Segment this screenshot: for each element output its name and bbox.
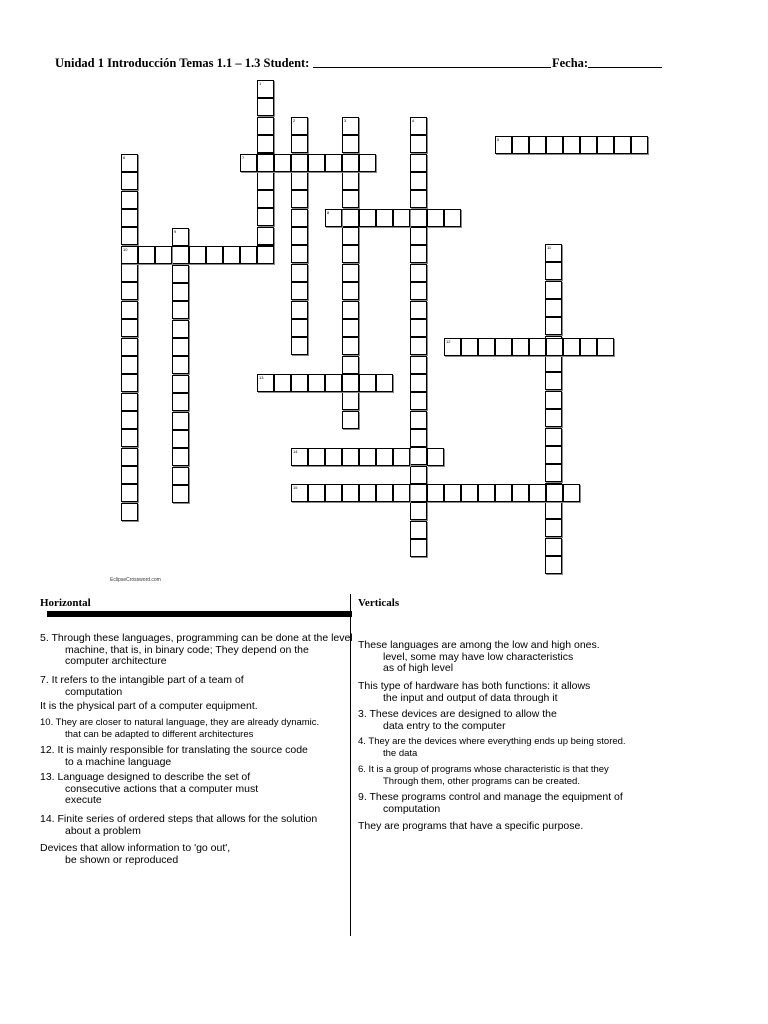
crossword-cell[interactable] xyxy=(410,411,427,429)
clue-text-continued: that can be adapted to different architectures xyxy=(65,728,254,740)
clue-text: 9. These programs control and manage the equipment of xyxy=(358,791,623,803)
crossword-cell[interactable] xyxy=(563,338,580,356)
crossword-cell[interactable] xyxy=(410,447,427,465)
crossword-cell[interactable] xyxy=(121,282,138,300)
crossword-cell[interactable] xyxy=(308,484,325,502)
crossword-cell[interactable] xyxy=(342,264,359,282)
crossword-cell[interactable] xyxy=(257,117,274,135)
clue-text-continued: consecutive actions that a computer must xyxy=(65,782,259,795)
clue-text: 5. Through these languages, programming can be done at the level xyxy=(40,632,353,644)
crossword-cell[interactable] xyxy=(410,227,427,245)
crossword-cell[interactable] xyxy=(495,484,512,502)
crossword-cell[interactable] xyxy=(172,301,189,319)
crossword-cell[interactable] xyxy=(376,484,393,502)
clue-number: 6 xyxy=(123,155,126,160)
crossword-cell[interactable] xyxy=(172,448,189,466)
crossword-cell[interactable] xyxy=(410,521,427,539)
crossword-cell[interactable] xyxy=(121,429,138,447)
crossword-cell[interactable] xyxy=(121,191,138,209)
clue-text-continued: the data xyxy=(383,747,418,759)
crossword-cell[interactable] xyxy=(410,429,427,447)
crossword-cell[interactable] xyxy=(427,209,444,227)
crossword-cell[interactable] xyxy=(478,484,495,502)
crossword-cell[interactable] xyxy=(121,172,138,190)
crossword-cell[interactable] xyxy=(342,374,359,392)
clue-item xyxy=(40,701,258,713)
clue-item xyxy=(358,736,626,759)
clue-item xyxy=(40,745,308,768)
crossword-cell[interactable] xyxy=(121,466,138,484)
clue-text-continued: computation xyxy=(65,685,123,698)
crossword-cell[interactable] xyxy=(172,320,189,338)
crossword-cell[interactable] xyxy=(257,98,274,116)
crossword-cell[interactable] xyxy=(342,172,359,190)
clue-item xyxy=(40,675,244,698)
crossword-cell[interactable] xyxy=(427,484,444,502)
crossword-cell[interactable] xyxy=(121,227,138,245)
clue-text: 7. It refers to the intangible part of a team of xyxy=(40,674,244,686)
crossword-cell[interactable] xyxy=(138,246,155,264)
crossword-cell[interactable] xyxy=(342,448,359,466)
crossword-cell[interactable] xyxy=(291,154,308,172)
crossword-cell[interactable] xyxy=(545,299,562,317)
crossword-cell[interactable] xyxy=(512,136,529,154)
clue-text: Devices that allow information to 'go out', xyxy=(40,842,231,854)
crossword-cell[interactable] xyxy=(325,154,342,172)
crossword-cell[interactable] xyxy=(274,374,291,392)
crossword-cell[interactable] xyxy=(342,135,359,153)
crossword-cell[interactable] xyxy=(342,356,359,374)
clue-item xyxy=(358,821,583,833)
clue-text: 13. Language designed to describe the set of xyxy=(40,771,251,783)
crossword-cell[interactable] xyxy=(512,338,529,356)
crossword-cell[interactable] xyxy=(172,412,189,430)
crossword-cell[interactable] xyxy=(223,246,240,264)
crossword-cell[interactable] xyxy=(478,338,495,356)
crossword-cell[interactable] xyxy=(545,281,562,299)
horizontal-heading: Horizontal xyxy=(40,597,91,609)
crossword-cell[interactable] xyxy=(342,245,359,263)
crossword-cell[interactable] xyxy=(291,190,308,208)
crossword-cell[interactable] xyxy=(563,136,580,154)
crossword-cell[interactable] xyxy=(545,317,562,335)
crossword-cell[interactable] xyxy=(545,372,562,390)
clue-item xyxy=(358,764,609,787)
crossword-cell[interactable] xyxy=(342,337,359,355)
crossword-cell[interactable] xyxy=(291,282,308,300)
clue-text-continued: Through them, other programs can be created. xyxy=(383,775,580,787)
crossword-cell[interactable] xyxy=(545,464,562,482)
crossword-cell[interactable] xyxy=(291,484,308,502)
crossword-cell[interactable] xyxy=(410,301,427,319)
crossword-cell[interactable] xyxy=(342,117,359,135)
crossword-cell[interactable] xyxy=(325,374,342,392)
crossword-cell[interactable] xyxy=(257,80,274,98)
crossword-cell[interactable] xyxy=(529,484,546,502)
crossword-cell[interactable] xyxy=(121,264,138,282)
crossword-cell[interactable] xyxy=(393,209,410,227)
clue-text: These languages are among the low and high ones. xyxy=(358,639,600,651)
clue-number: 7 xyxy=(242,155,245,160)
crossword-cell[interactable] xyxy=(291,374,308,392)
crossword-cell[interactable] xyxy=(410,282,427,300)
clue-text: 14. Finite series of ordered steps that allows for the solution xyxy=(40,813,318,825)
crossword-cell[interactable] xyxy=(172,283,189,301)
crossword-cell[interactable] xyxy=(257,374,274,392)
crossword-cell[interactable] xyxy=(342,190,359,208)
crossword-cell[interactable] xyxy=(410,190,427,208)
crossword-cell[interactable] xyxy=(529,136,546,154)
crossword-cell[interactable] xyxy=(410,154,427,172)
crossword-cell[interactable] xyxy=(545,446,562,464)
clue-item xyxy=(40,717,319,740)
crossword-cell[interactable] xyxy=(342,319,359,337)
crossword-cell[interactable] xyxy=(580,338,597,356)
crossword-cell[interactable] xyxy=(291,301,308,319)
crossword-cell[interactable] xyxy=(444,209,461,227)
crossword-cell[interactable] xyxy=(410,264,427,282)
crossword-cell[interactable] xyxy=(291,264,308,282)
crossword-cell[interactable] xyxy=(342,154,359,172)
crossword-cell[interactable] xyxy=(461,338,478,356)
crossword-cell[interactable] xyxy=(291,227,308,245)
crossword-cell[interactable] xyxy=(546,338,563,356)
clue-number: 1 xyxy=(259,81,262,86)
crossword-cell[interactable] xyxy=(495,136,512,154)
crossword-cell[interactable] xyxy=(308,374,325,392)
crossword-cell[interactable] xyxy=(410,209,427,227)
crossword-cell[interactable] xyxy=(545,244,562,262)
clue-item xyxy=(358,792,623,815)
crossword-cell[interactable] xyxy=(495,338,512,356)
clue-item xyxy=(40,772,258,807)
clue-number: 15 xyxy=(293,485,298,490)
crossword-cell[interactable] xyxy=(597,136,614,154)
crossword-cell[interactable] xyxy=(410,117,427,135)
crossword-cell[interactable] xyxy=(257,190,274,208)
crossword-cell[interactable] xyxy=(545,556,562,574)
crossword-cell[interactable] xyxy=(257,172,274,190)
crossword-cell[interactable] xyxy=(342,484,359,502)
crossword-cell[interactable] xyxy=(172,430,189,448)
crossword-cell[interactable] xyxy=(257,246,274,264)
crossword-cell[interactable] xyxy=(410,374,427,392)
crossword-cell[interactable] xyxy=(359,374,376,392)
crossword-cell[interactable] xyxy=(410,135,427,153)
crossword-cell[interactable] xyxy=(342,282,359,300)
clue-text-continued: execute xyxy=(65,794,102,806)
crossword-cell[interactable] xyxy=(546,136,563,154)
crossword-cell[interactable] xyxy=(189,246,206,264)
clue-item xyxy=(40,843,230,866)
crossword-cell[interactable] xyxy=(172,246,189,264)
crossword-cell[interactable] xyxy=(614,136,631,154)
crossword-cell[interactable] xyxy=(257,154,274,172)
clue-text-continued: as of high level xyxy=(383,662,454,674)
crossword-cell[interactable] xyxy=(172,228,189,246)
crossword-cell[interactable] xyxy=(410,172,427,190)
clue-text-continued: machine, that is, in binary code; They depend on the xyxy=(65,643,309,656)
crossword-cell[interactable] xyxy=(444,338,461,356)
crossword-cell[interactable] xyxy=(325,209,342,227)
crossword-cell[interactable] xyxy=(410,392,427,410)
vertical-heading: Verticals xyxy=(358,597,400,609)
crossword-cell[interactable] xyxy=(121,209,138,227)
crossword-cell[interactable] xyxy=(172,393,189,411)
crossword-cell[interactable] xyxy=(172,467,189,485)
crossword-cell[interactable] xyxy=(240,246,257,264)
crossword-cell[interactable] xyxy=(172,375,189,393)
crossword-cell[interactable] xyxy=(206,246,223,264)
crossword-cell[interactable] xyxy=(410,245,427,263)
clue-number: 11 xyxy=(547,245,552,250)
crossword-cell[interactable] xyxy=(342,411,359,429)
crossword-cell[interactable] xyxy=(444,484,461,502)
crossword-cell[interactable] xyxy=(410,337,427,355)
crossword-cell[interactable] xyxy=(121,338,138,356)
crossword-cell[interactable] xyxy=(291,448,308,466)
clue-text-continued: about a problem xyxy=(65,824,141,837)
crossword-cell[interactable] xyxy=(545,519,562,537)
clue-text: 6. It is a group of programs whose characteristic is that they xyxy=(358,764,609,775)
crossword-cell[interactable] xyxy=(461,484,478,502)
crossword-cell[interactable] xyxy=(121,484,138,502)
clue-item xyxy=(358,640,600,675)
section-bar xyxy=(47,611,352,617)
clue-number: 10 xyxy=(123,247,128,252)
date-label: Fecha: xyxy=(552,56,589,70)
crossword-cell[interactable] xyxy=(121,374,138,392)
crossword-cell[interactable] xyxy=(427,448,444,466)
crossword-cell[interactable] xyxy=(359,448,376,466)
crossword-cell[interactable] xyxy=(631,136,648,154)
clue-text-continued: the input and output of data through it xyxy=(383,691,558,704)
clue-number: 5 xyxy=(497,137,500,142)
crossword-cell[interactable] xyxy=(359,484,376,502)
clue-text-continued: level, some may have low characteristics xyxy=(383,650,574,663)
crossword-cell[interactable] xyxy=(274,154,291,172)
clue-item xyxy=(40,814,317,837)
crossword-cell[interactable] xyxy=(121,154,138,172)
crossword-cell[interactable] xyxy=(291,245,308,263)
crossword-cell[interactable] xyxy=(121,319,138,337)
clue-number: 3 xyxy=(344,118,347,123)
clue-text: It is the physical part of a computer equipment. xyxy=(40,700,258,712)
clue-text: 4. They are the devices where everything ends up being stored. xyxy=(358,736,626,747)
crossword-cell[interactable] xyxy=(121,356,138,374)
crossword-cell[interactable] xyxy=(545,538,562,556)
crossword-cell[interactable] xyxy=(359,154,376,172)
clue-number: 2 xyxy=(293,118,296,123)
crossword-cell[interactable] xyxy=(121,503,138,521)
crossword-cell[interactable] xyxy=(545,501,562,519)
crossword-cell[interactable] xyxy=(121,411,138,429)
crossword-cell[interactable] xyxy=(121,448,138,466)
clue-text-continued: to a machine language xyxy=(65,755,172,768)
crossword-cell[interactable] xyxy=(172,265,189,283)
crossword-cell[interactable] xyxy=(393,448,410,466)
clue-number: 8 xyxy=(327,210,330,215)
worksheet-title: Unidad 1 Introducción Temas 1.1 – 1.3 Student: xyxy=(55,56,310,70)
crossword-cell[interactable] xyxy=(410,466,427,484)
clue-item xyxy=(40,633,353,668)
crossword-cell[interactable] xyxy=(121,246,138,264)
clue-number: 14 xyxy=(293,449,298,454)
crossword-cell[interactable] xyxy=(291,135,308,153)
crossword-cell[interactable] xyxy=(359,209,376,227)
crossword-cell[interactable] xyxy=(342,209,359,227)
clue-text: 10. They are closer to natural language, they are already dynamic. xyxy=(40,717,320,728)
clue-text: 12. It is mainly responsible for translating the source code xyxy=(40,744,308,756)
crossword-cell[interactable] xyxy=(545,262,562,280)
crossword-cell[interactable] xyxy=(410,484,427,502)
crossword-cell[interactable] xyxy=(342,301,359,319)
crossword-cell[interactable] xyxy=(410,319,427,337)
crossword-cell[interactable] xyxy=(257,135,274,153)
clue-text: They are programs that have a specific purpose. xyxy=(358,820,584,832)
crossword-cell[interactable] xyxy=(410,539,427,557)
crossword-cell[interactable] xyxy=(376,209,393,227)
crossword-cell[interactable] xyxy=(291,172,308,190)
crossword-cell[interactable] xyxy=(563,484,580,502)
crossword-cell[interactable] xyxy=(172,485,189,503)
clue-number: 9 xyxy=(174,229,177,234)
crossword-cell[interactable] xyxy=(545,391,562,409)
crossword-cell[interactable] xyxy=(291,337,308,355)
crossword-cell[interactable] xyxy=(308,448,325,466)
clue-text-continued: data entry to the computer xyxy=(383,719,506,732)
crossword-cell[interactable] xyxy=(410,502,427,520)
crossword-cell[interactable] xyxy=(376,374,393,392)
crossword-cell[interactable] xyxy=(172,338,189,356)
clue-number: 12 xyxy=(446,339,451,344)
crossword-cell[interactable] xyxy=(291,117,308,135)
crossword-cell[interactable] xyxy=(545,354,562,372)
clue-text-continued: be shown or reproduced xyxy=(65,853,179,866)
crossword-cell[interactable] xyxy=(529,338,546,356)
crossword-cell[interactable] xyxy=(393,484,410,502)
crossword-cell[interactable] xyxy=(121,393,138,411)
watermark: EclipseCrossword.com xyxy=(110,577,161,583)
crossword-cell[interactable] xyxy=(257,227,274,245)
crossword-cell[interactable] xyxy=(155,246,172,264)
crossword-cell[interactable] xyxy=(410,356,427,374)
clue-item xyxy=(358,681,590,704)
crossword-cell[interactable] xyxy=(546,484,563,502)
crossword-cell[interactable] xyxy=(308,154,325,172)
clue-text-continued: computation xyxy=(383,802,441,815)
clue-number: 13 xyxy=(259,375,264,380)
clue-number: 4 xyxy=(412,118,415,123)
crossword-cell[interactable] xyxy=(172,356,189,374)
crossword-cell[interactable] xyxy=(376,448,393,466)
clue-text: 3. These devices are designed to allow the xyxy=(358,708,557,720)
crossword-cell[interactable] xyxy=(512,484,529,502)
clue-text: This type of hardware has both functions: it allows xyxy=(358,680,591,692)
crossword-cell[interactable] xyxy=(121,301,138,319)
crossword-cell[interactable] xyxy=(597,338,614,356)
crossword-cell[interactable] xyxy=(580,136,597,154)
clue-text-continued: computer architecture xyxy=(65,655,167,667)
crossword-cell[interactable] xyxy=(545,428,562,446)
crossword-cell[interactable] xyxy=(342,392,359,410)
crossword-cell[interactable] xyxy=(545,409,562,427)
crossword-cell[interactable] xyxy=(291,209,308,227)
crossword-cell[interactable] xyxy=(257,208,274,226)
crossword-cell[interactable] xyxy=(240,154,257,172)
crossword-cell[interactable] xyxy=(342,227,359,245)
crossword-cell[interactable] xyxy=(291,319,308,337)
clue-item xyxy=(358,709,557,732)
crossword-cell[interactable] xyxy=(325,484,342,502)
crossword-cell[interactable] xyxy=(325,448,342,466)
